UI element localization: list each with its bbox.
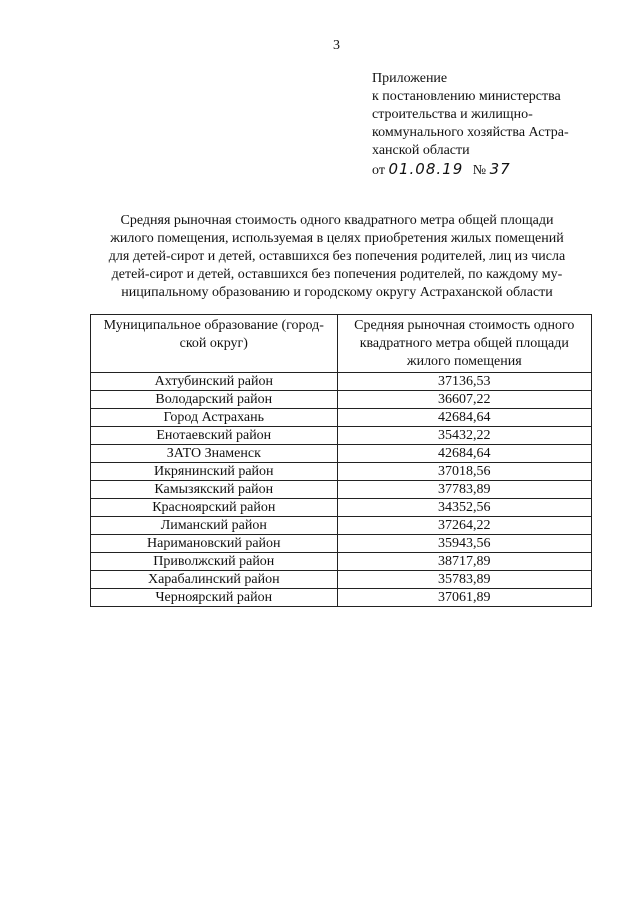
cost-cell: 37136,53 [337,373,591,391]
title-line: детей-сирот и детей, оставшихся без попечения родителей, по каждому му- [111,267,563,282]
table-row [91,409,592,427]
municipality-cell: Ахтубинский район [91,373,338,391]
table-row [91,373,592,391]
table-header-row [91,315,592,373]
page-number: 3 [333,38,340,53]
title-line: для детей-сирот и детей, оставшихся без попечения родителей, лиц из числа [108,249,566,264]
municipality-cell: Икрянинский район [91,463,338,481]
header-municipality-line: Муниципальное образование (город- [103,318,324,333]
title-line: Средняя рыночная стоимость одного квадратного метра общей площади [120,213,554,228]
appendix-date-line [372,160,602,180]
document-title [92,212,582,302]
municipality-cell: Город Астрахань [91,409,338,427]
cost-cell: 37783,89 [337,481,591,499]
appendix-line: к постановлению министерства [372,89,561,104]
appendix-block [372,70,602,180]
appendix-line: коммунального хозяйства Астра- [372,125,569,140]
cost-cell: 35943,56 [337,535,591,553]
title-line: жилого помещения, используемая в целях приобретения жилых помещений [110,231,564,246]
municipality-cell: Лиманский район [91,517,338,535]
municipality-cell: ЗАТО Знаменск [91,445,338,463]
cost-cell: 42684,64 [337,409,591,427]
municipality-cell: Приволжский район [91,553,338,571]
header-cost-line: Средняя рыночная стоимость одного [354,318,575,333]
title-line: ниципальному образованию и городскому округу Астраханской области [121,285,553,300]
table-row [91,517,592,535]
appendix-line: Приложение [372,71,448,86]
table-row [91,463,592,481]
header-municipality [91,315,338,373]
header-cost-line: квадратного метра общей площади [359,336,569,351]
from-label: от [372,163,385,178]
cost-cell: 37061,89 [337,589,591,607]
table-row [91,553,592,571]
cost-cell: 36607,22 [337,391,591,409]
number-label: № [472,163,487,178]
table-row [91,571,592,589]
table-row [91,427,592,445]
table-row [91,499,592,517]
municipality-cell: Черноярский район [91,589,338,607]
handwritten-date: 01.08.19 [388,160,464,178]
header-cost-line: жилого помещения [406,354,522,369]
appendix-line: строительства и жилищно- [372,107,533,122]
municipality-cell: Володарский район [91,391,338,409]
handwritten-number: 37 [489,160,511,178]
cost-cell: 38717,89 [337,553,591,571]
municipality-cell: Красноярский район [91,499,338,517]
cost-table [90,314,592,607]
municipality-cell: Наримановский район [91,535,338,553]
cost-cell: 42684,64 [337,445,591,463]
table-row [91,445,592,463]
cost-cell: 34352,56 [337,499,591,517]
municipality-cell: Енотаевский район [91,427,338,445]
cost-cell: 35783,89 [337,571,591,589]
header-average-cost [337,315,591,373]
table-row [91,589,592,607]
municipality-cell: Харабалинский район [91,571,338,589]
cost-cell: 37264,22 [337,517,591,535]
table-row [91,481,592,499]
table-row [91,535,592,553]
cost-cell: 35432,22 [337,427,591,445]
header-municipality-line: ской округ) [179,336,248,351]
appendix-line: ханской области [372,143,470,158]
table-body [91,373,592,607]
cost-cell: 37018,56 [337,463,591,481]
table-row [91,391,592,409]
municipality-cell: Камызякский район [91,481,338,499]
